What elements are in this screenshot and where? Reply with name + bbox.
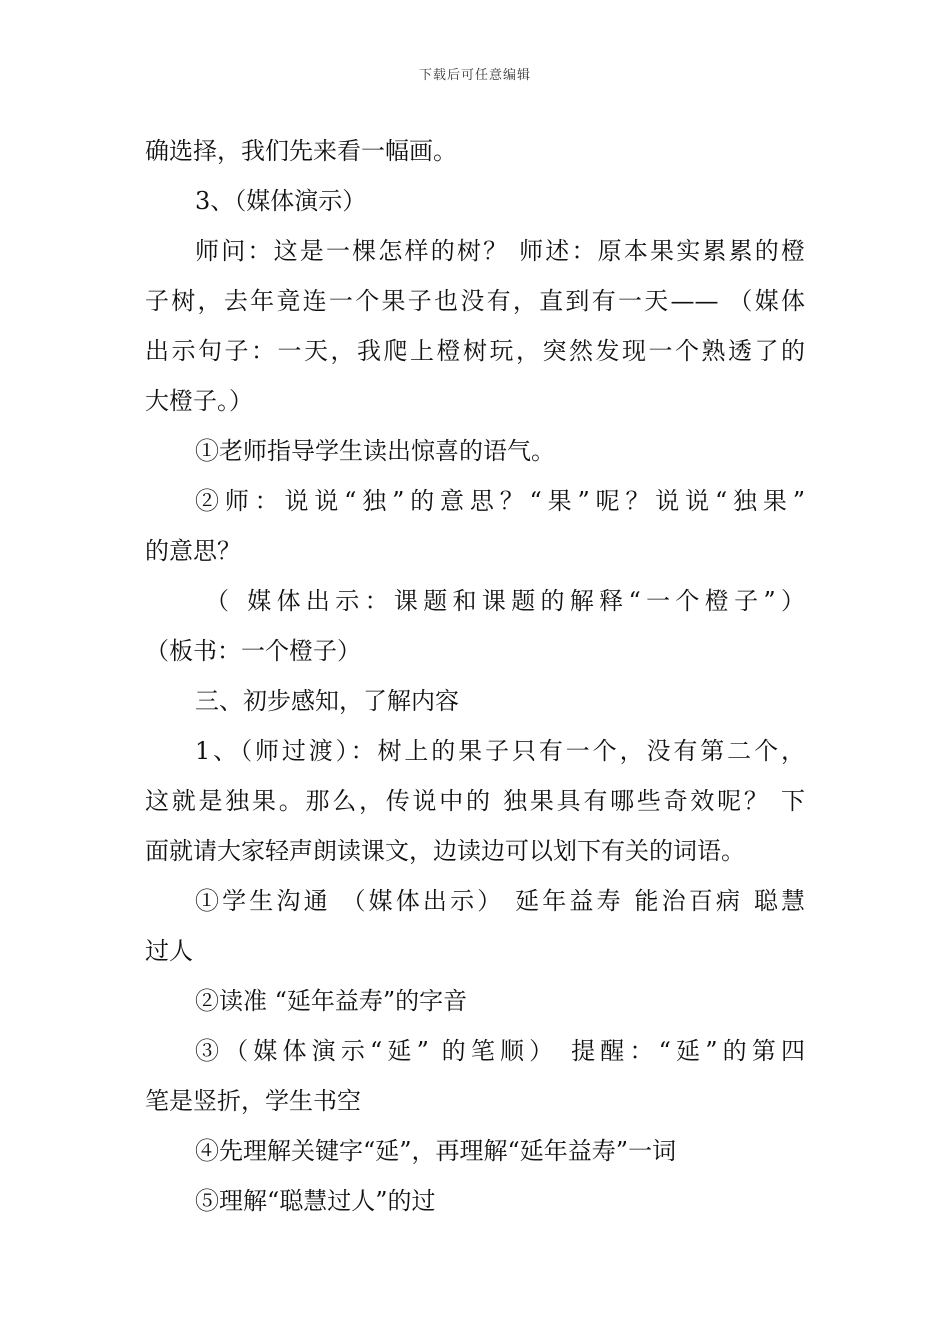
text-line: 子树，去年竟连一个果子也没有，直到有一天—— （媒体: [145, 287, 805, 315]
text-line: 的意思？: [145, 537, 241, 565]
text-line: 过人: [145, 937, 193, 965]
text-line: 3、（媒体演示）: [195, 187, 367, 215]
text-line: 这就是独果。那么，传说中的 独果具有哪些奇效呢？ 下: [145, 787, 805, 815]
text-line: ③（媒体演示“延” 的笔顺） 提醒：“延”的第四: [195, 1037, 805, 1065]
page-header-note: 下载后可任意编辑: [418, 68, 531, 83]
document-body: [145, 126, 805, 1226]
text-line: 面就请大家轻声朗读课文，边读边可以划下有关的词语。: [145, 837, 745, 865]
text-line: ①老师指导学生读出惊喜的语气。: [195, 437, 555, 465]
section-heading: 三、初步感知，了解内容: [195, 687, 459, 715]
text-line: ①学生沟通 （媒体出示） 延年益寿 能治百病 聪慧: [195, 887, 805, 915]
text-line: 笔是竖折，学生书空: [145, 1087, 361, 1115]
text-line: ④先理解关键字“延”，再理解“延年益寿”一词: [195, 1137, 677, 1165]
text-line: ②读准 “延年益寿”的字音: [195, 987, 468, 1015]
text-line: 1、（师过渡）：树上的果子只有一个，没有第二个，: [195, 737, 805, 765]
text-line: ⑤理解“聪慧过人”的过: [195, 1187, 436, 1215]
text-line: 确选择，我们先来看一幅画。: [145, 137, 457, 165]
text-line: ②师：说说“独”的意思？“果”呢？说说“独果”: [195, 487, 805, 515]
text-line: 大橙子。）: [145, 387, 253, 415]
text-line: 师问：这是一棵怎样的树？ 师述：原本果实累累的橙: [195, 237, 805, 265]
text-line: （板书：一个橙子）: [145, 637, 361, 665]
text-line: 出示句子：一天，我爬上橙树玩，突然发现一个熟透了的: [145, 337, 805, 365]
text-line: （ 媒体出示：课题和课题的解释“一个橙子”）: [205, 587, 805, 615]
